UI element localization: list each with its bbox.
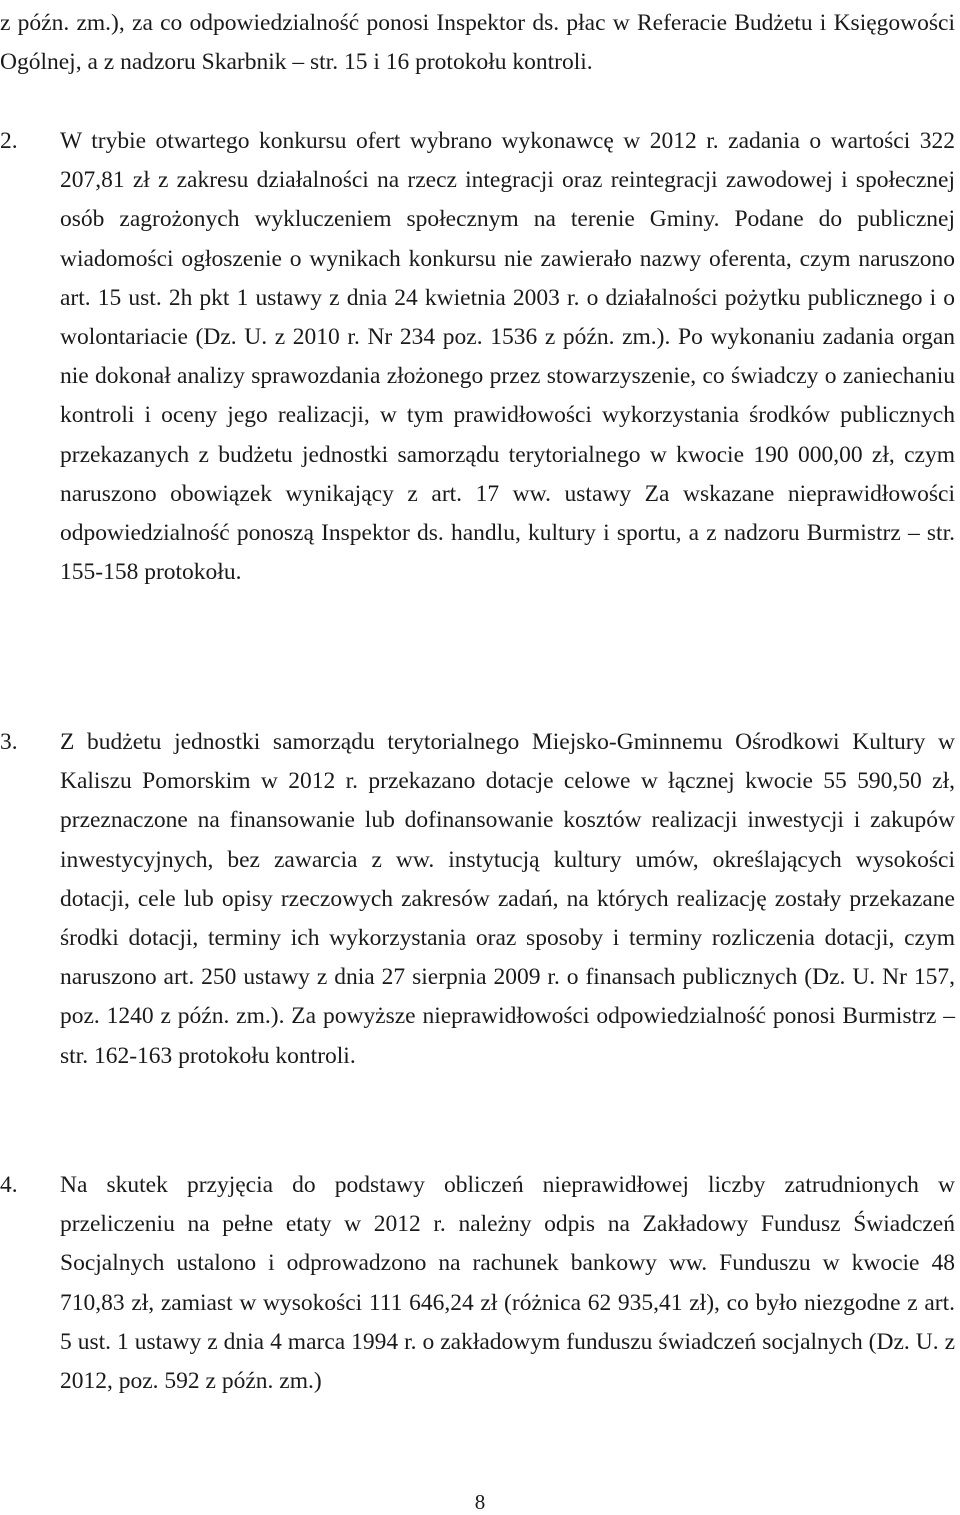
item-paragraph-3: Z budżetu jednostki samorządu terytorialnego Miejsko-Gminnemu Ośrodkowi Kultury w Kaliszu Pomorskim w 2012 r. przekazano dotacje celowe w łącznej kwocie 55 590,50 zł, przeznaczone na finansowanie lub dofinansowanie kosztów realizacji inwestycji i zakupów inwestycyjnych, bez zawarcia z ww. instytucją kultury umów, określających wysokości dotacji, cele lub opisy rzeczowych zakresów zadań, na których realizację zostały przekazane środki dotacji, terminy ich wykorzystania oraz sposoby i terminy rozliczenia dotacji, czym naruszono art. 250 ustawy z dnia 27 sierpnia 2009 r. o finansach publicznych (Dz. U. Nr 157, poz. 1240 z późn. zm.). Za powyższe nieprawidłowości odpowiedzialność ponosi Burmistrz – str. 162-163 protokołu kontroli. [60,729,955,1069]
item-paragraph-2: W trybie otwartego konkursu ofert wybrano wykonawcę w 2012 r. zadania o wartości 322 207,81 zł z zakresu działalności na rzecz integracji oraz reintegracji zawodowej i społecznej osób zagrożonych wykluczeniem społecznym na terenie Gminy. Podane do publicznej wiadomości ogłoszenie o wynikach konkursu nie zawierało nazwy oferenta, czym naruszono art. 15 ust. 2h pkt 1 ustawy z dnia 24 kwietnia 2003 r. o działalności pożytku publicznego i o wolontariacie (Dz. U. z 2010 r. Nr 234 poz. 1536 z późn. zm.). Po wykonaniu zadania organ nie dokonał analizy sprawozdania złożonego przez stowarzyszenie, co świadczy o zaniechaniu kontroli i oceny jego realizacji, w tym prawidłowości wykorzystania środków publicznych przekazanych z budżetu jednostki samorządu terytorialnego w kwocie 190 000,00 zł, czym naruszono obowiązek wynikający z art. 17 ww. ustawy Za wskazane nieprawidłowości odpowiedzialność ponoszą Inspektor ds. handlu, kultury i sportu, a z nadzoru Burmistrz – str. 155-158 protokołu. [60,128,955,586]
intro-paragraph: z późn. zm.), za co odpowiedzialność ponosi Inspektor ds. płac w Referacie Budżetu i Księgowości Ogólnej, a z nadzoru Skarbnik – str. 15 i 16 protokołu kontroli. [0,10,955,76]
item-number-2: 2. [0,128,18,154]
item-paragraph-4: Na skutek przyjęcia do podstawy obliczeń nieprawidłowej liczby zatrudnionych w przeliczeniu na pełne etaty w 2012 r. należny odpis na Zakładowy Fundusz Świadczeń Socjalnych ustalono i odprowadzono na rachunek bankowy ww. Funduszu w kwocie 48 710,83 zł, zamiast w wysokości 111 646,24 zł (różnica 62 935,41 zł), co było niezgodne z art. 5 ust. 1 ustawy z dnia 4 marca 1994 r. o zakładowym funduszu świadczeń socjalnych (Dz. U. z 2012, poz. 592 z późn. zm.) [60,1172,955,1395]
page-number: 8 [474,1490,486,1514]
item-number-4: 4. [0,1172,18,1198]
item-number-3: 3. [0,729,18,755]
